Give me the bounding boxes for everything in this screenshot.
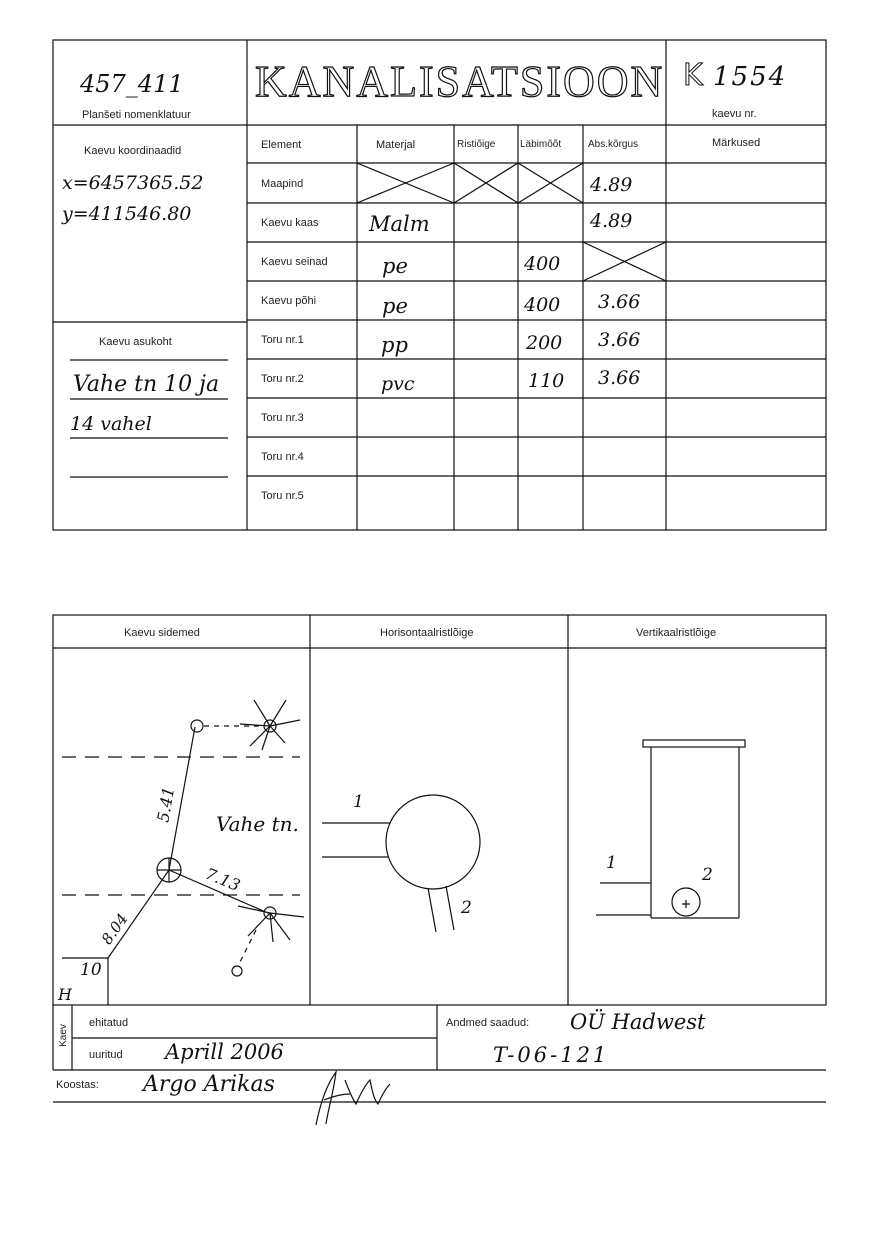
row-abs-korgus: 4.89	[590, 210, 633, 232]
row-element: Maapind	[261, 178, 304, 190]
kaev-label: Kaev	[57, 1024, 69, 1047]
row-materjal: pvc	[381, 373, 415, 395]
koostas-value: Argo Arikas	[143, 1072, 275, 1097]
dim-label-804: 8.04	[97, 910, 132, 948]
row-element: Toru nr.4	[261, 451, 304, 463]
row-materjal: pe	[382, 254, 408, 278]
row-element: Kaevu seinad	[261, 256, 328, 268]
row-labimoot: 110	[528, 370, 565, 392]
signature-mark	[316, 1072, 390, 1125]
dim-label-541: 5.41	[153, 785, 179, 824]
row-labimoot: 200	[526, 332, 563, 354]
row-abs-korgus: 3.66	[598, 291, 641, 313]
row-abs-korgus: 3.66	[598, 367, 641, 389]
row-element: Toru nr.2	[261, 373, 304, 385]
house-letter: H	[58, 985, 72, 1004]
col-element: Element	[261, 139, 302, 151]
location-line1: Vahe tn 10 ja	[73, 372, 220, 397]
col-abs-korgus: Abs.kõrgus	[588, 139, 639, 150]
coords-label: Kaevu koordinaadid	[84, 145, 182, 157]
andmed-value: OÜ Hadwest	[570, 1010, 706, 1034]
house-number: 10	[80, 960, 102, 980]
col-markused: Märkused	[712, 137, 761, 149]
row-labimoot: 400	[524, 294, 561, 316]
horiz-pipe-2-label: 2	[461, 898, 472, 918]
row-labimoot: 400	[524, 253, 561, 275]
row-materjal: pp	[381, 333, 408, 357]
location-label: Kaevu asukoht	[99, 336, 172, 348]
horizontal-section-sketch	[322, 795, 480, 932]
vert-pipe-2-label: 2	[702, 865, 713, 885]
col-ristloige: Ristiõige	[457, 139, 496, 150]
page-title: KANALISATSIOON	[255, 57, 665, 106]
row-abs-korgus: 4.89	[590, 174, 633, 196]
well-id-prefix: K	[683, 58, 703, 93]
row-element: Toru nr.3	[261, 412, 304, 424]
row-materjal: pe	[382, 294, 408, 318]
row-materjal: Malm	[369, 212, 430, 236]
nomenclature-label: Planšeti nomenklatuur	[82, 109, 191, 121]
dim-label-713: 7.13	[202, 864, 243, 895]
col-labimoot: Läbimõõt	[520, 139, 562, 150]
row-abs-korgus: 3.66	[598, 329, 641, 351]
row-element: Kaevu kaas	[261, 217, 319, 229]
col-materjal: Materjal	[376, 139, 416, 151]
row-element: Toru nr.1	[261, 334, 304, 346]
job-number: T-06-121	[493, 1043, 610, 1067]
row-element: Toru nr.5	[261, 490, 304, 502]
street-label: Vahe tn.	[216, 812, 299, 836]
well-id-value: 1554	[713, 62, 788, 92]
panel-title-ties: Kaevu sidemed	[124, 627, 200, 639]
andmed-label: Andmed saadud:	[446, 1017, 530, 1029]
ehitatud-label: ehitatud	[89, 1017, 129, 1029]
row-element: Kaevu põhi	[261, 295, 317, 307]
location-line2: 14 vahel	[70, 413, 152, 435]
vertical-section-sketch	[596, 740, 745, 918]
coord-y: y=411546.80	[62, 203, 192, 225]
uuritud-label: uuritud	[89, 1049, 123, 1061]
coord-x: x=6457365.52	[62, 172, 204, 194]
panel-title-vertical: Vertikaalristlõige	[636, 627, 717, 639]
well-id-label: kaevu nr.	[712, 108, 757, 120]
panel-title-horizontal: Horisontaalristlõige	[380, 627, 474, 639]
horiz-pipe-1-label: 1	[353, 792, 364, 812]
nomenclature-value: 457_411	[80, 70, 184, 98]
koostas-label: Koostas:	[56, 1079, 99, 1091]
vert-pipe-1-label: 1	[606, 853, 617, 873]
uuritud-value: Aprill 2006	[165, 1040, 284, 1064]
